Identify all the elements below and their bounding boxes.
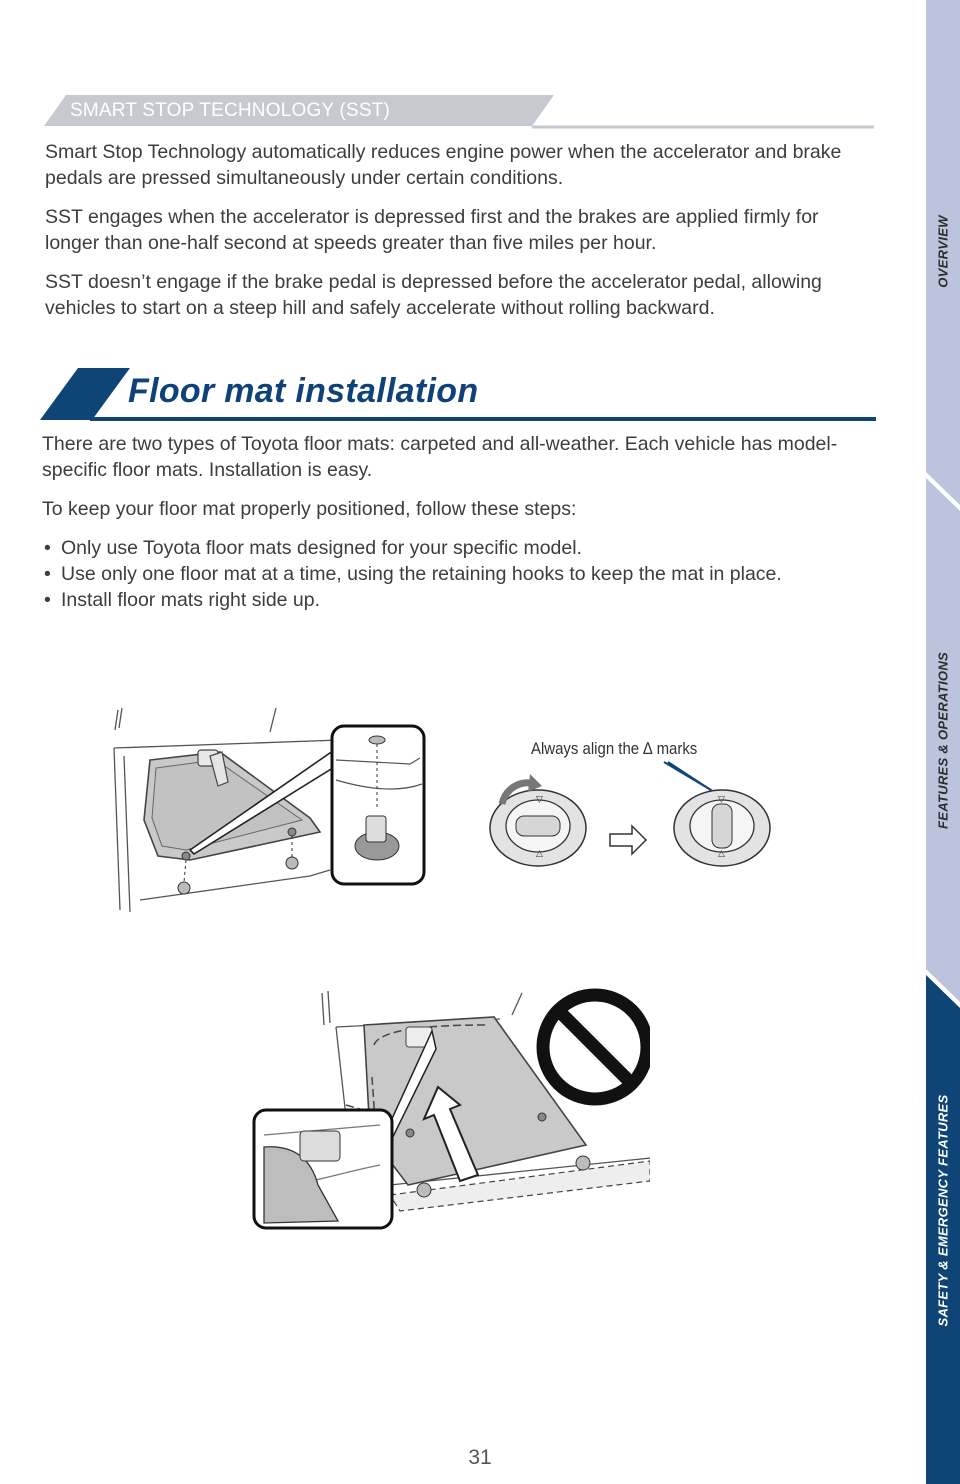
floor-mat-intro: There are two types of Toyota floor mats: carpeted and all-weather. Each vehicle has model-specific floor mats. Installation is easy. <box>42 433 838 481</box>
floor-mat-steps-list <box>43 535 863 613</box>
sst-paragraph-1: Smart Stop Technology automatically reduces engine power when the accelerator and brake pedals are pressed simultaneously under certain conditions. <box>45 141 842 189</box>
floor-mat-steps-intro: To keep your floor mat properly positioned, follow these steps: <box>42 498 577 520</box>
page-number: 31 <box>468 1446 492 1469</box>
sst-paragraph-3: SST doesn’t engage if the brake pedal is depressed before the accelerator pedal, allowing vehicles to start on a steep hill and safely accelerate without rolling backward. <box>45 271 822 319</box>
svg-text:▽: ▽ <box>536 795 543 805</box>
incorrect-floor-mat-illustration <box>250 985 650 1235</box>
floor-mat-section-title: Floor mat installation <box>128 372 479 410</box>
svg-text:△: △ <box>536 849 543 859</box>
floor-mat-hook-illustration <box>110 700 430 920</box>
figure-caption-align-marks: Always align the ∆ marks <box>531 739 698 758</box>
list-item: • Install floor mats right side up. <box>44 589 321 611</box>
list-item: • Only use Toyota floor mats designed for your specific model. <box>44 537 582 559</box>
sst-paragraph-2: SST engages when the accelerator is depressed first and the brakes are applied firmly for longer than one-half second at speeds greater than five miles per hour. <box>45 206 819 254</box>
sidebar-item-features-operations[interactable]: FEATURES & OPERATIONS <box>935 652 951 829</box>
svg-text:▽: ▽ <box>718 795 725 805</box>
list-item: • Use only one floor mat at a time, using the retaining hooks to keep the mat in place. <box>44 563 782 585</box>
sst-section-title: SMART STOP TECHNOLOGY (SST) <box>70 100 391 121</box>
sidebar-item-safety-emergency[interactable]: SAFETY & EMERGENCY FEATURES <box>935 1094 951 1327</box>
sidebar-item-overview[interactable]: OVERVIEW <box>935 215 951 288</box>
hook-rotation-diagram <box>486 760 776 870</box>
svg-text:△: △ <box>718 849 725 859</box>
